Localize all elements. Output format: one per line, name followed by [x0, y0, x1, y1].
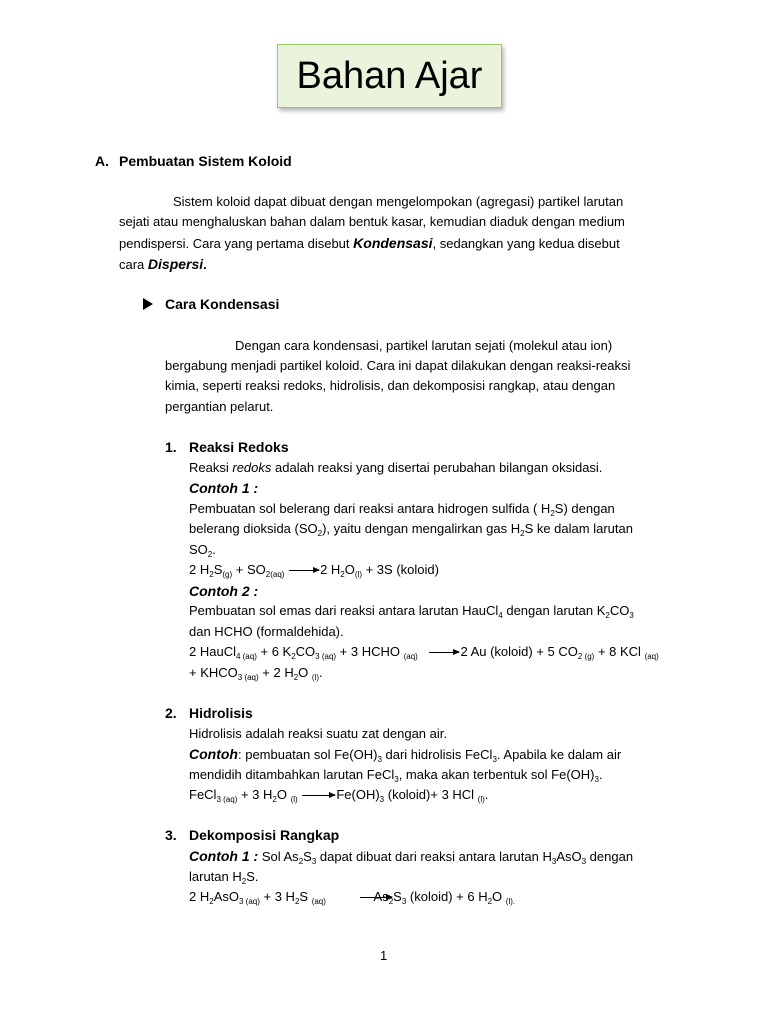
kondensasi-line1: Dengan cara kondensasi, partikel larutan sejati (molekul atau ion)	[235, 338, 613, 353]
reaction-arrow-icon	[302, 795, 335, 796]
dekomposisi-equation: 2 $H_2AsO_{3 (aq)} + 3$ $H_2S$ $_{(aq)}$ $As_2S_3$ (koloid) + 6 $H_2O$ $_{(l).}$	[189, 889, 516, 906]
section-a-para-line3: pendispersi. Cara yang pertama disebut Kondensasi, sedangkan yang kedua disebut	[119, 235, 620, 251]
redoks-equation1: 2 $H_2S_{(g)} + SO_{2(aq)}$ 2 $H_2O_{(l)} + 3S$ (koloid)	[189, 562, 439, 579]
hidrolisis-number: 2.	[165, 705, 177, 721]
redoks-contoh2-line2: dan HCHO (formaldehida).	[189, 624, 344, 639]
reaction-arrow-icon	[360, 897, 392, 898]
hidrolisis-definition: Hidrolisis adalah reaksi suatu zat dengan air.	[189, 726, 447, 741]
section-a-para-line1: Sistem koloid dapat dibuat dengan mengelompokan (agregasi) partikel larutan	[173, 194, 624, 209]
hidrolisis-contoh-line2: mendidih ditambahkan larutan FeCl$_3$, maka akan terbentuk sol $Fe(OH)_3$.	[189, 767, 603, 784]
hidrolisis-equation: FeCl$_{3 (aq)}$ + 3 $H_2O$ $_{(l)}$ $Fe(OH)_3$ (koloid)+ 3 HCl $_{(l)}$.	[189, 787, 489, 804]
term-kondensasi: Kondensasi	[353, 235, 433, 251]
redoks-contoh1-line3: $SO_2$.	[189, 542, 216, 559]
dekomposisi-heading: Dekomposisi Rangkap	[189, 827, 340, 843]
redoks-contoh1-label: Contoh 1 :	[189, 480, 259, 496]
section-a-para-line2: sejati atau menghaluskan bahan dalam bentuk kasar, kemudian diaduk dengan medium	[119, 214, 625, 229]
redoks-equation2-line1: 2 HauCl$_{4 (aq)}$ + 6 $K_2CO_{3 (aq)} + 3$ HCHO $_{(aq)}$ 2 Au (koloid) + 5 $CO_{2 (g)} + 8$ KCl $_{(aq)}$	[189, 644, 659, 661]
dekomposisi-number: 3.	[165, 827, 177, 843]
page-title: Bahan Ajar	[296, 54, 483, 97]
redoks-heading: Reaksi Redoks	[189, 439, 289, 455]
redoks-equation2-line2: + $KHCO_{3 (aq)} + 2$ $H_2O$ $_{(l)}$.	[189, 665, 323, 682]
redoks-contoh2-label: Contoh 2 :	[189, 583, 259, 599]
arrow-bullet-icon	[143, 298, 153, 310]
hidrolisis-heading: Hidrolisis	[189, 705, 253, 721]
term-dispersi: Dispersi	[147, 256, 204, 272]
page-number: 1	[380, 948, 388, 963]
section-a-marker: A.	[95, 153, 109, 169]
kondensasi-line3: kimia, seperti reaksi redoks, hidrolisis, dan dekomposisi rangkap, atau dengan	[165, 378, 616, 393]
redoks-contoh1-line1: Pembuatan sol belerang dari reaksi antara hidrogen sulfida ( $H_2S$) dengan	[189, 501, 615, 518]
section-a-heading: Pembuatan Sistem Koloid	[119, 153, 292, 169]
kondensasi-line2: bergabung menjadi partikel koloid. Cara ini dapat dilakukan dengan reaksi-reaksi	[165, 358, 631, 373]
section-a-para-line4: cara Dispersi.	[119, 256, 207, 272]
hidrolisis-contoh-line1: Contoh: pembuatan sol $Fe(OH)_3$ dari hidrolisis FeCl$_3$. Apabila ke dalam air	[189, 746, 622, 764]
redoks-definition: Reaksi redoks adalah reaksi yang disertai perubahan bilangan oksidasi.	[189, 460, 603, 475]
title-box	[277, 44, 502, 108]
redoks-contoh1-line2: belerang dioksida $(SO_2)$, yaitu dengan mengalirkan gas $H_2S$ ke dalam larutan	[189, 521, 633, 538]
dekomposisi-contoh1-line1: Contoh 1 : Sol $As_2S_3$ dapat dibuat dari reaksi antara larutan $H_3AsO_3$ dengan	[189, 848, 634, 866]
redoks-number: 1.	[165, 439, 177, 455]
reaction-arrow-icon	[289, 570, 319, 571]
dekomposisi-contoh1-line2: larutan $H_2S$.	[189, 869, 259, 886]
kondensasi-line4: pergantian pelarut.	[165, 399, 274, 414]
reaction-arrow-icon	[429, 652, 459, 653]
kondensasi-heading: Cara Kondensasi	[165, 296, 280, 312]
redoks-contoh2-line1: Pembuatan sol emas dari reaksi antara larutan HauCl$_4$ dengan larutan $K_2CO_3$	[189, 603, 634, 620]
